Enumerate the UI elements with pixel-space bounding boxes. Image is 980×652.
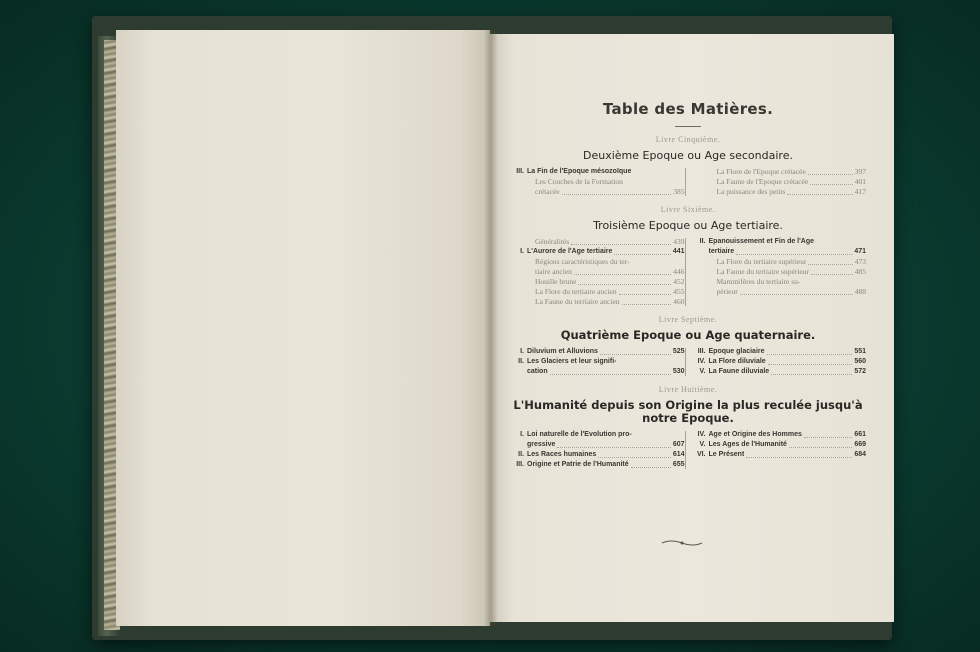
livre-heading: Livre Huitième. bbox=[658, 385, 718, 394]
entry-label: Généralités bbox=[535, 237, 570, 246]
toc-entry bbox=[510, 357, 685, 367]
end-ornament bbox=[660, 538, 704, 548]
entry-numeral: III. bbox=[516, 168, 524, 175]
entry-numeral: II. bbox=[699, 238, 706, 245]
entry-page-number: 655 bbox=[672, 461, 685, 468]
epoque-heading: L'Humanité depuis son Origine la plus reculée jusqu'à notre Epoque. bbox=[513, 398, 863, 425]
toc-column-left bbox=[510, 237, 685, 307]
entry-label: La Flore de l'Epoque crétacée bbox=[716, 167, 806, 176]
leader-dots bbox=[562, 194, 672, 195]
toc-entry bbox=[692, 177, 867, 187]
entry-label: La Flore du tertiaire supérieur bbox=[716, 257, 807, 266]
entry-label: Origine et Patrie de l'Humanité bbox=[527, 461, 629, 468]
livre-heading: Livre Cinquième. bbox=[655, 135, 721, 144]
entry-label: La Flore diluviale bbox=[708, 358, 766, 365]
leader-dots bbox=[811, 274, 853, 275]
entry-label: Epoque glaciaire bbox=[708, 348, 765, 355]
toc-entry bbox=[510, 257, 685, 267]
entry-numeral: III. bbox=[516, 461, 524, 468]
entry-label: Les Glaciers et leur signifi- bbox=[527, 358, 617, 365]
livre-heading: Livre Septième. bbox=[658, 315, 718, 324]
entry-label: périeur bbox=[716, 287, 738, 296]
leader-dots bbox=[736, 254, 852, 255]
toc-entry bbox=[510, 187, 685, 197]
entry-label: Diluvium et Alluvions bbox=[527, 348, 598, 355]
toc-entry bbox=[510, 167, 685, 177]
entry-label: tiaire ancien bbox=[535, 267, 572, 276]
entry-label: cation bbox=[527, 368, 548, 375]
toc-columns bbox=[510, 347, 866, 377]
toc-columns bbox=[510, 237, 866, 307]
entry-label: Le Présent bbox=[708, 451, 745, 458]
toc-entry bbox=[510, 460, 685, 470]
entry-label: La Faune de l'Epoque crétacée bbox=[716, 177, 809, 186]
entry-page-number: 488 bbox=[854, 287, 866, 296]
toc-column-left bbox=[510, 167, 685, 197]
leader-dots bbox=[614, 254, 670, 255]
toc-entry bbox=[692, 187, 867, 197]
leader-dots bbox=[619, 294, 672, 295]
epoque-heading: Quatrième Epoque ou Age quaternaire. bbox=[560, 328, 816, 342]
entry-page-number: 684 bbox=[854, 451, 866, 458]
toc-entry bbox=[692, 257, 867, 267]
entry-label: Les Races humaines bbox=[527, 451, 597, 458]
entry-label: Les Couches de la Formation bbox=[535, 177, 623, 186]
toc-entry bbox=[692, 277, 867, 287]
leader-dots bbox=[787, 194, 852, 195]
entry-page-number: 669 bbox=[854, 441, 866, 448]
entry-label: tertiaire bbox=[708, 248, 735, 255]
toc-entry bbox=[692, 367, 867, 377]
livre-heading: Livre Sixième. bbox=[660, 205, 716, 214]
leader-dots bbox=[740, 294, 853, 295]
leader-dots bbox=[571, 244, 671, 245]
title-rule bbox=[675, 126, 701, 127]
entry-label: gressive bbox=[527, 441, 556, 448]
toc-column-right bbox=[686, 167, 867, 197]
toc-entry bbox=[510, 287, 685, 297]
entry-label: La Flore du tertiaire ancien bbox=[535, 287, 617, 296]
toc-column-right bbox=[686, 430, 867, 470]
entry-label: Age et Origine des Hommes bbox=[708, 431, 802, 438]
entry-page-number: 551 bbox=[854, 348, 866, 355]
entry-page-number: 471 bbox=[854, 248, 866, 255]
leader-dots bbox=[804, 437, 852, 438]
entry-page-number: 607 bbox=[672, 441, 685, 448]
toc-entry bbox=[692, 237, 867, 247]
leader-dots bbox=[600, 354, 671, 355]
toc-column-left bbox=[510, 347, 685, 377]
toc-entry bbox=[510, 247, 685, 257]
leader-dots bbox=[808, 264, 852, 265]
toc-column-left bbox=[510, 430, 685, 470]
entry-numeral: VI. bbox=[696, 451, 706, 458]
entry-page-number: 401 bbox=[854, 177, 866, 186]
toc-entry bbox=[510, 277, 685, 287]
entry-numeral: IV. bbox=[697, 358, 706, 365]
entry-label: Les Ages de l'Humanité bbox=[708, 441, 787, 448]
entry-page-number: 441 bbox=[672, 248, 685, 255]
entry-page-number: 661 bbox=[854, 431, 866, 438]
toc-entry bbox=[692, 357, 867, 367]
toc-column-right bbox=[686, 237, 867, 307]
toc-entry bbox=[692, 450, 867, 460]
table-of-contents bbox=[510, 100, 866, 470]
entry-numeral: V. bbox=[699, 441, 706, 448]
toc-entry bbox=[692, 167, 867, 177]
page-gutter bbox=[484, 30, 498, 626]
leader-dots bbox=[574, 274, 671, 275]
left-blank-page bbox=[116, 30, 490, 626]
toc-entry bbox=[510, 347, 685, 357]
toc-entry bbox=[692, 430, 867, 440]
entry-numeral: III. bbox=[697, 348, 706, 355]
entry-label: La puissance des petits bbox=[716, 187, 786, 196]
entry-label: L'Aurore de l'Age tertiaire bbox=[527, 248, 613, 255]
toc-columns bbox=[510, 167, 866, 197]
entry-page-number: 525 bbox=[672, 348, 685, 355]
entry-page-number: 572 bbox=[854, 368, 866, 375]
leader-dots bbox=[808, 174, 853, 175]
toc-entry bbox=[510, 267, 685, 277]
leader-dots bbox=[767, 354, 853, 355]
leader-dots bbox=[557, 447, 670, 448]
entry-page-number: 446 bbox=[673, 267, 685, 276]
entry-label: La Faune du terriaire ancien bbox=[535, 297, 620, 306]
leader-dots bbox=[578, 284, 671, 285]
toc-sections bbox=[510, 135, 866, 470]
toc-entry bbox=[692, 347, 867, 357]
toc-entry bbox=[510, 430, 685, 440]
toc-entry bbox=[510, 450, 685, 460]
epoque-heading: Deuxième Epoque ou Age secondaire. bbox=[583, 149, 793, 162]
toc-entry bbox=[692, 287, 867, 297]
entry-label: La Faune du tertiaire supérieur bbox=[716, 267, 809, 276]
leader-dots bbox=[622, 304, 672, 305]
toc-column-right bbox=[686, 347, 867, 377]
entry-label: crétacée bbox=[535, 187, 560, 196]
leader-dots bbox=[550, 374, 671, 375]
toc-entry bbox=[510, 237, 685, 247]
entry-page-number: 385 bbox=[673, 187, 685, 196]
leader-dots bbox=[598, 457, 671, 458]
epoque-heading: Troisième Epoque ou Age tertiaire. bbox=[593, 219, 783, 232]
toc-entry bbox=[510, 440, 685, 450]
entry-numeral: V. bbox=[699, 368, 706, 375]
toc-entry bbox=[692, 247, 867, 257]
entry-numeral: I. bbox=[520, 431, 524, 438]
entry-label: La Faune diluviale bbox=[708, 368, 770, 375]
toc-title: Table des Matières. bbox=[602, 100, 774, 118]
toc-entry bbox=[692, 440, 867, 450]
leader-dots bbox=[789, 447, 852, 448]
entry-label: Régions caractéristiques du ter- bbox=[535, 257, 630, 266]
entry-page-number: 417 bbox=[854, 187, 866, 196]
entry-label: Epanouissement et Fin de l'Age bbox=[708, 238, 815, 245]
entry-page-number: 397 bbox=[854, 167, 866, 176]
entry-numeral: I. bbox=[520, 248, 524, 255]
entry-label: Mammifères du tertiaire su- bbox=[716, 277, 801, 286]
entry-page-number: 560 bbox=[854, 358, 866, 365]
entry-page-number: 460 bbox=[673, 297, 685, 306]
entry-page-number: 452 bbox=[673, 277, 685, 286]
entry-numeral: I. bbox=[520, 348, 524, 355]
entry-numeral: IV. bbox=[697, 431, 706, 438]
entry-numeral: II. bbox=[518, 451, 524, 458]
toc-entry bbox=[510, 367, 685, 377]
toc-entry bbox=[510, 297, 685, 307]
entry-label: Loi naturelle de l'Evolution pro- bbox=[527, 431, 632, 438]
entry-page-number: 439 bbox=[673, 237, 685, 246]
leader-dots bbox=[631, 467, 671, 468]
entry-page-number: 530 bbox=[672, 368, 685, 375]
leader-dots bbox=[746, 457, 852, 458]
toc-columns bbox=[510, 430, 866, 470]
leader-dots bbox=[768, 364, 853, 365]
entry-numeral: II. bbox=[518, 358, 524, 365]
entry-label: La Fin de l'Epoque mésozoïque bbox=[527, 168, 632, 175]
leader-dots bbox=[810, 184, 853, 185]
entry-label: Houille brune bbox=[535, 277, 577, 286]
entry-page-number: 614 bbox=[672, 451, 685, 458]
toc-entry bbox=[692, 267, 867, 277]
entry-page-number: 485 bbox=[854, 267, 866, 276]
entry-page-number: 473 bbox=[854, 257, 866, 266]
entry-page-number: 455 bbox=[673, 287, 685, 296]
toc-entry bbox=[510, 177, 685, 187]
leader-dots bbox=[771, 374, 852, 375]
